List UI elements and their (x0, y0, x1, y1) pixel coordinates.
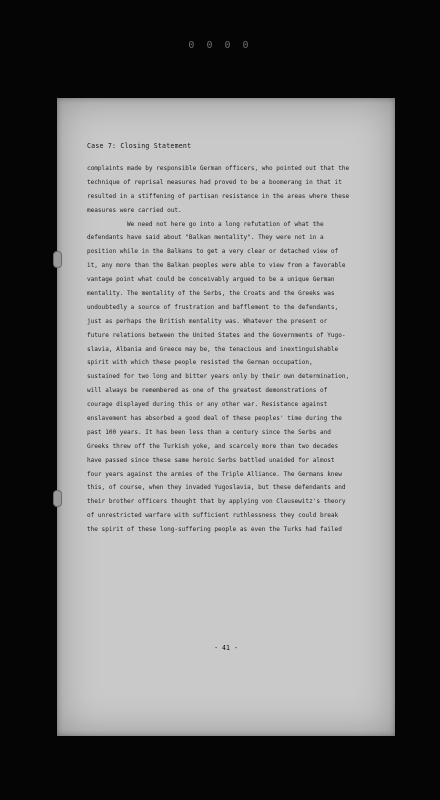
text-line: it, any more than the Balkan peoples were able to view from a favorable (87, 262, 346, 270)
text-line: courage displayed during this or any other war. Resistance against (87, 401, 328, 409)
text-line: future relations between the United States and the Governments of Yugo- (87, 331, 346, 339)
punch-hole-lower (53, 490, 62, 507)
text-line: have passed since these same heroic Serbs battled unaided for almost (87, 456, 335, 464)
text-line: their brother officers thought that by applying von Clausewitz's theory (87, 498, 346, 506)
text-line: We need not here go into a long refutation of what the (127, 220, 324, 228)
text-line: of unrestricted warfare with sufficient ruthlessness they could break (87, 512, 339, 520)
text-line: will always be remembered as one of the greatest demonstrations of (87, 387, 328, 395)
text-line: enslavement has absorbed a good deal of these peoples' time during the (87, 415, 342, 423)
body-text (87, 162, 387, 537)
text-line: position while in the Balkans to get a very clear or detached view of (87, 248, 339, 256)
text-line: vantage point what could be conceivably argued to be a unique German (87, 276, 335, 284)
text-line: complaints made by responsible German officers, who pointed out that the (87, 165, 350, 172)
text-line: resulted in a stiffening of partisan resistance in the areas where these (87, 192, 350, 200)
archive-stamp: 0 0 0 0 (188, 40, 252, 51)
punch-hole-upper (53, 251, 62, 268)
text-line: the spirit of these long-suffering people as even the Turks had failed (87, 526, 342, 534)
text-line: measures were carried out. (87, 206, 182, 214)
text-line: just as perhaps the British mentality was. Whatever the present or (87, 317, 328, 325)
text-line: past 100 years. It has been less than a century since the Serbs and (87, 428, 331, 436)
text-line: technique of reprisal measures had proved to be a boomerang in that it (87, 178, 342, 186)
document-page (57, 98, 395, 736)
text-line: spirit with which these people resisted the German occupation, (87, 359, 313, 367)
text-line: sustained for two long and bitter years only by their own determination, (87, 373, 350, 381)
text-line: mentality. The mentality of the Serbs, the Croats and the Greeks was (87, 290, 335, 298)
page-header: Case 7: Closing Statement (87, 142, 192, 150)
text-line: defendants have said about "Balkan mentality". They were not in a (87, 234, 324, 242)
page-number: - 41 - (214, 644, 238, 652)
text-line: this, of course, when they invaded Yugoslavia, but these defendants and (87, 484, 346, 492)
text-line: Greeks threw off the Turkish yoke, and scarcely more than two decades (87, 442, 339, 450)
text-line: slavia, Albania and Greece may be, the tenacious and inextinguishable (87, 345, 339, 353)
text-line: undoubtedly a source of frustration and bafflement to the defendants, (87, 303, 339, 311)
text-line: four years against the armies of the Triple Alliance. The Germans knew (87, 470, 342, 478)
